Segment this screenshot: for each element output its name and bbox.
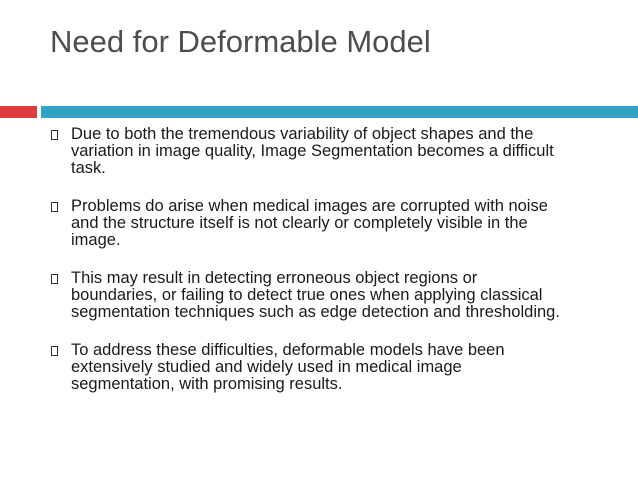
accent-bar-red: [0, 106, 37, 118]
square-bullet-icon: [51, 130, 58, 140]
square-bullet-icon: [51, 346, 58, 356]
slide-title: Need for Deformable Model: [50, 24, 431, 59]
bullet-text-line: Problems do arise when medical images are corrupted with noise: [71, 197, 548, 215]
bullet-text-line: segmentation, with promising results.: [71, 375, 343, 393]
bullet-text-line: This may result in detecting erroneous object regions or: [71, 269, 478, 287]
bullet-list: [0, 126, 638, 414]
bullet-text-line: To address these difficulties, deformable models have been: [71, 341, 505, 359]
bullet-item: [0, 342, 638, 393]
bullet-item: [0, 270, 638, 321]
bullet-text-line: Due to both the tremendous variability of object shapes and the: [71, 125, 534, 143]
bullet-text-line: variation in image quality, Image Segmentation becomes a difficult: [71, 142, 554, 160]
bullet-text-line: task.: [71, 159, 106, 177]
bullet-text-line: extensively studied and widely used in medical image: [71, 358, 462, 376]
bullet-text-line: boundaries, or failing to detect true ones when applying classical: [71, 286, 543, 304]
bullet-text-line: segmentation techniques such as edge detection and thresholding.: [71, 303, 560, 321]
square-bullet-icon: [51, 202, 58, 212]
square-bullet-icon: [51, 274, 58, 284]
bullet-item: [0, 198, 638, 249]
accent-bar-blue: [41, 106, 638, 118]
bullet-text-line: image.: [71, 231, 121, 249]
bullet-text-line: and the structure itself is not clearly or completely visible in the: [71, 214, 528, 232]
bullet-item: [0, 126, 638, 177]
